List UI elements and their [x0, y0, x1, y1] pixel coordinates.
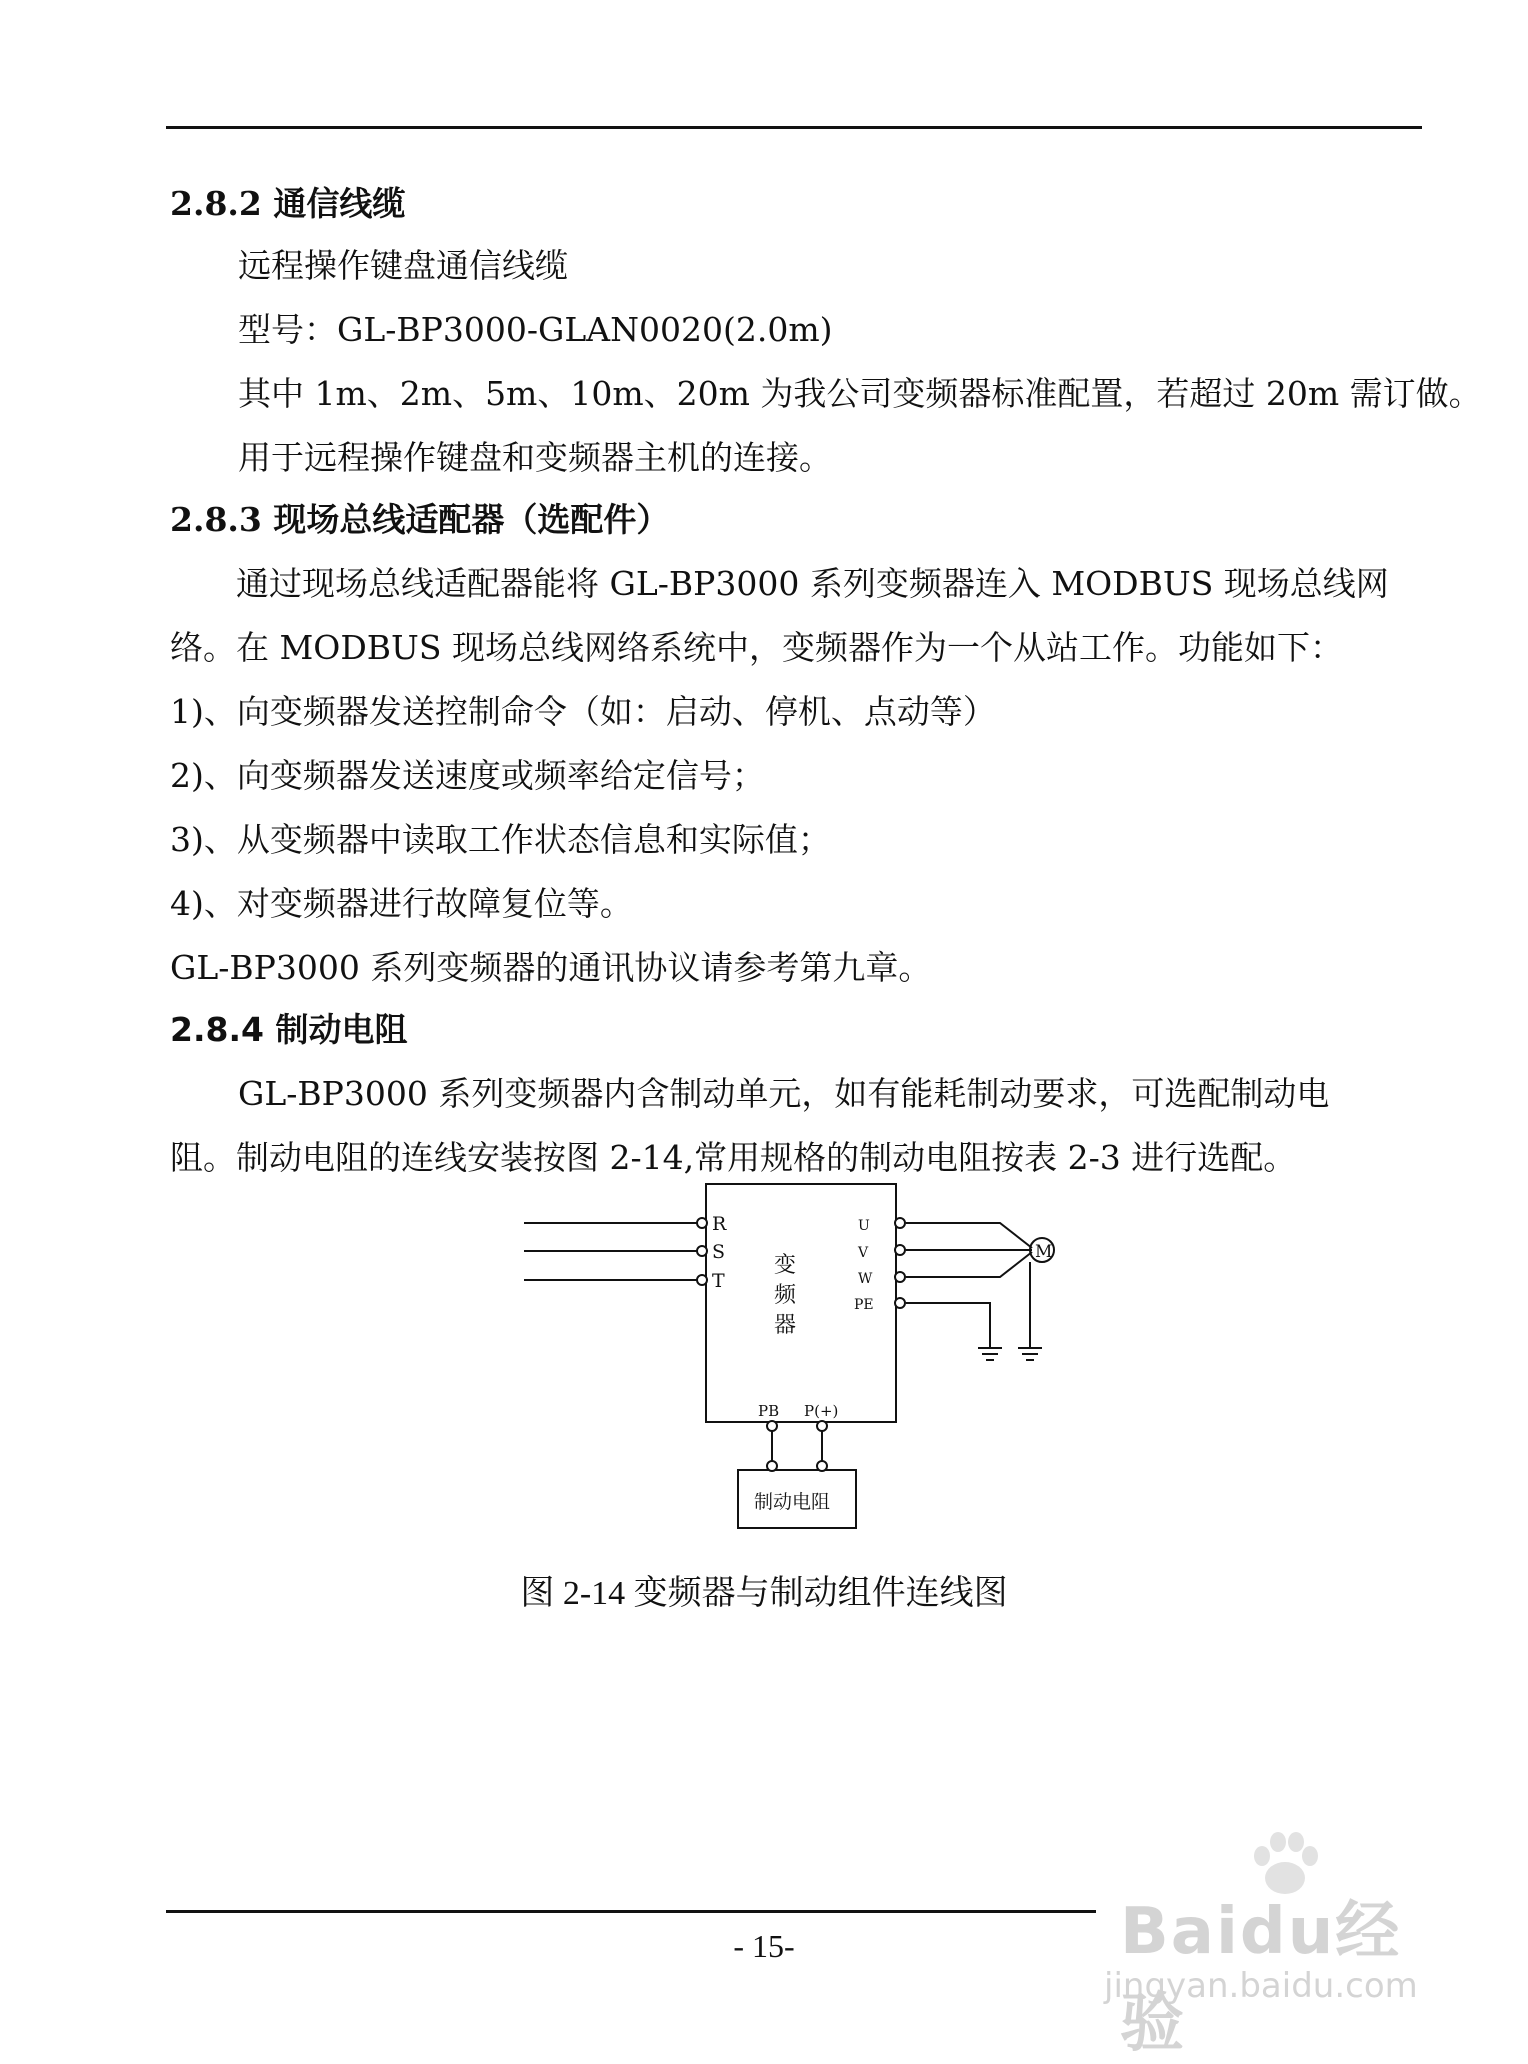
terminal-w — [895, 1272, 905, 1282]
cable-model: 型号：GL-BP3000-GLAN0020(2.0m) — [238, 310, 833, 349]
terminal-s — [697, 1246, 707, 1256]
section-heading: 2.8.4 制动电阻 — [170, 1010, 408, 1049]
page-number: - 15- — [733, 1928, 795, 1964]
output-line-u — [906, 1223, 1032, 1248]
output-line-w — [906, 1252, 1032, 1277]
terminal-r — [697, 1218, 707, 1228]
brake-label-p: P(+) — [804, 1402, 839, 1420]
output-label-v: V — [858, 1245, 869, 1261]
input-label-r: R — [712, 1213, 727, 1235]
baidu-watermark — [1090, 1880, 1450, 2061]
list-item: 4)、对变频器进行故障复位等。 — [170, 884, 633, 923]
list-item: 3)、从变频器中读取工作状态信息和实际值； — [170, 820, 831, 859]
terminal-v — [895, 1245, 905, 1255]
section-heading: 2.8.2 通信线缆 — [170, 184, 406, 223]
resistor-terminal-1 — [767, 1461, 777, 1471]
output-label-pe: PE — [854, 1297, 874, 1313]
terminal-t — [697, 1275, 707, 1285]
protocol-note: GL-BP3000 系列变频器的通讯协议请参考第九章。 — [170, 948, 932, 987]
figure-caption: 图 2-14 变频器与制动组件连线图 — [520, 1575, 1008, 1612]
inverter-label-char: 变 — [774, 1253, 797, 1278]
header-rule — [166, 126, 1422, 129]
output-label-u: U — [858, 1218, 870, 1234]
paragraph-line: 络。在 MODBUS 现场总线网络系统中，变频器作为一个从站工作。功能如下： — [170, 628, 1343, 667]
paragraph-line: 通过现场总线适配器能将 GL-BP3000 系列变频器连入 MODBUS 现场总线网 — [236, 564, 1389, 603]
paragraph-line: GL-BP3000 系列变频器内含制动单元，如有能耗制动要求，可选配制动电 — [238, 1074, 1330, 1113]
brake-label-pb: PB — [758, 1402, 780, 1420]
list-item: 2)、向变频器发送速度或频率给定信号； — [170, 756, 765, 795]
terminal-pe — [895, 1298, 905, 1308]
inverter-label-char: 器 — [774, 1313, 797, 1338]
watermark-logo: Baidu经验 — [1120, 1895, 1402, 2061]
paragraph-line: 阻。制动电阻的连线安装按图 2-14,常用规格的制动电阻按表 2-3 进行选配。 — [170, 1138, 1297, 1177]
wiring-diagram — [520, 1180, 1120, 1560]
input-label-t: T — [712, 1270, 725, 1292]
output-label-w: W — [858, 1271, 873, 1287]
cable-lengths: 其中 1m、2m、5m、10m、20m 为我公司变频器标准配置，若超过 20m 需订做。 — [238, 374, 1482, 413]
section-heading: 2.8.3 现场总线适配器（选配件） — [170, 500, 670, 539]
list-item: 1)、向变频器发送控制命令（如：启动、停机、点动等） — [170, 692, 996, 731]
motor-label: M — [1035, 1242, 1053, 1262]
inverter-label-char: 频 — [774, 1283, 797, 1308]
terminal-u — [895, 1218, 905, 1228]
cable-usage: 用于远程操作键盘和变频器主机的连接。 — [238, 438, 832, 477]
input-label-s: S — [712, 1241, 726, 1263]
resistor-terminal-2 — [817, 1461, 827, 1471]
output-line-pe — [906, 1303, 990, 1348]
watermark-url: jingyan.baidu.com — [1104, 1966, 1418, 2006]
footer-rule — [166, 1910, 1096, 1913]
terminal-p-plus — [817, 1421, 827, 1431]
cable-title: 远程操作键盘通信线缆 — [238, 246, 568, 285]
terminal-pb — [767, 1421, 777, 1431]
resistor-label: 制动电阻 — [754, 1491, 831, 1513]
